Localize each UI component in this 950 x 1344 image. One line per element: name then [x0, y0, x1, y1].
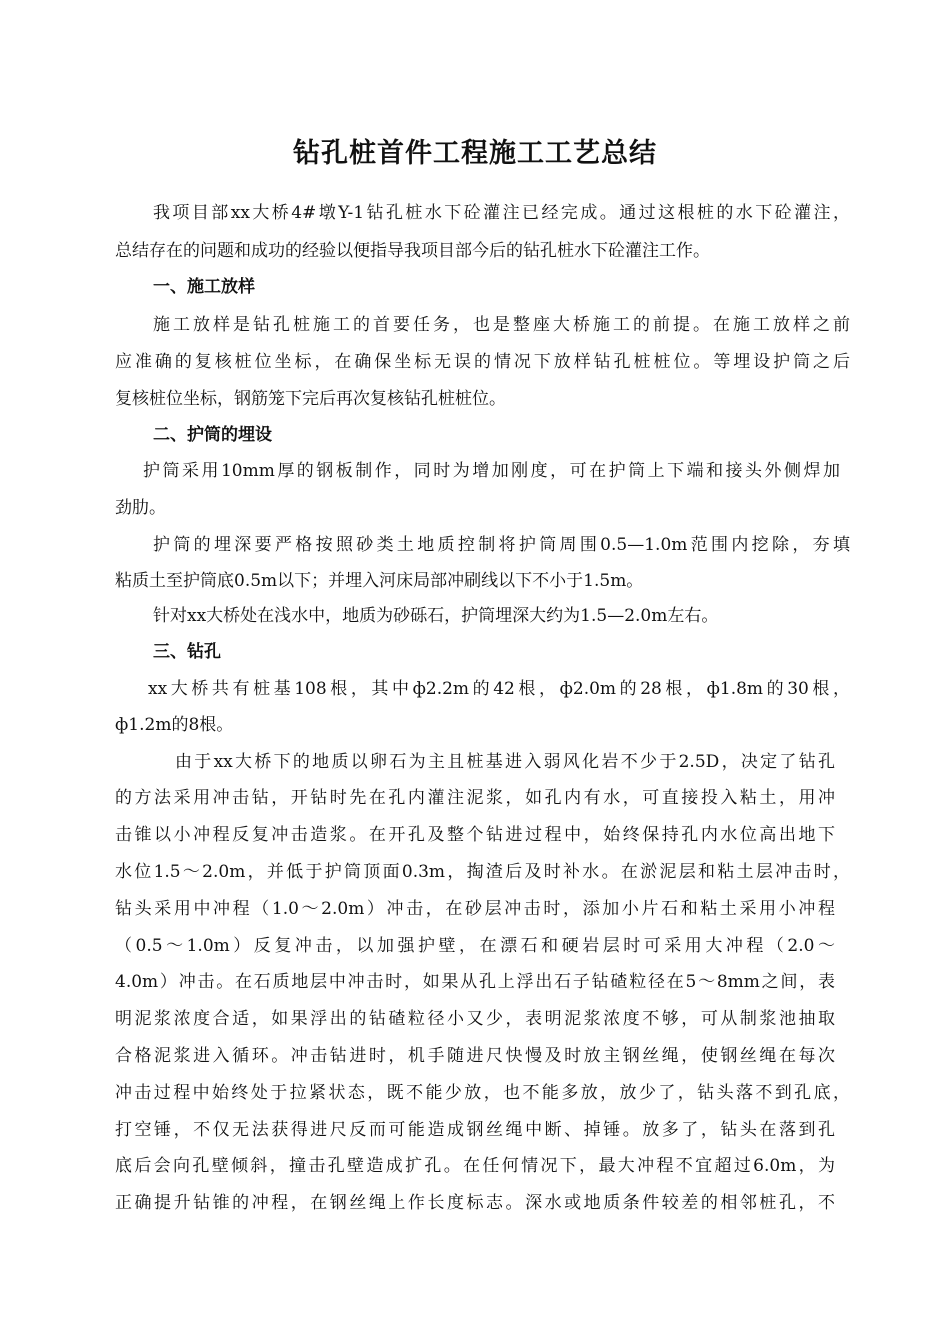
paragraph-line: 复核桩位坐标，钢筋笼下完后再次复核钻孔桩桩位。 — [115, 389, 506, 409]
section-heading: 三、钻孔 — [153, 642, 221, 662]
paragraph-line: （0.5～1.0m）反复冲击，以加强护壁，在漂石和硬岩层时可采用大冲程（2.0～ — [115, 936, 835, 956]
paragraph-line: 水位1.5～2.0m，并低于护筒顶面0.3m，掏渣后及时补水。在淤泥层和粘土层冲击时， — [115, 862, 850, 882]
paragraph-line: 劲肋。 — [115, 498, 166, 518]
paragraph-line: 护筒采用10mm厚的钢板制作，同时为增加刚度，可在护筒上下端和接头外侧焊加 — [143, 461, 840, 481]
paragraph-line: 总结存在的问题和成功的经验以便指导我项目部今后的钻孔桩水下砼灌注工作。 — [115, 241, 710, 261]
document-title: 钻孔桩首件工程施工工艺总结 — [293, 138, 657, 169]
paragraph-line: 的方法采用冲击钻，开钻时先在孔内灌注泥浆，如孔内有水，可直接投入粘土，用冲 — [115, 788, 835, 808]
paragraph-line: 明泥浆浓度合适，如果浮出的钻碴粒径小又少，表明泥浆浓度不够，可从制浆池抽取 — [115, 1009, 835, 1029]
paragraph-line: 护筒的埋深要严格按照砂类土地质控制将护筒周围0.5—1.0m范围内挖除，夯填 — [153, 535, 850, 555]
paragraph-line: 粘质土至护筒底0.5m以下；并埋入河床局部冲刷线以下不小于1.5m。 — [115, 571, 644, 591]
paragraph-line: ф1.2m的8根。 — [115, 715, 234, 735]
paragraph-line: 冲击过程中始终处于拉紧状态，既不能少放，也不能多放，放少了，钻头落不到孔底， — [115, 1083, 850, 1103]
paragraph-line: 底后会向孔壁倾斜，撞击孔壁造成扩孔。在任何情况下，最大冲程不宜超过6.0m，为 — [115, 1156, 835, 1176]
paragraph-line: 由于xx大桥下的地质以卵石为主且桩基进入弱风化岩不少于2.5D，决定了钻孔 — [175, 752, 835, 772]
paragraph-line: 击锥以小冲程反复冲击造浆。在开孔及整个钻进过程中，始终保持孔内水位高出地下 — [115, 825, 835, 845]
paragraph-line: 钻头采用中冲程（1.0～2.0m）冲击，在砂层冲击时，添加小片石和粘土采用小冲程 — [115, 899, 835, 919]
paragraph-line: 我项目部xx大桥4#墩Y-1钻孔桩水下砼灌注已经完成。通过这根桩的水下砼灌注， — [153, 203, 850, 223]
paragraph-line: xx大桥共有桩基108根，其中ф2.2m的42根，ф2.0m的28根，ф1.8m的30根， — [148, 679, 850, 699]
paragraph-line: 正确提升钻锥的冲程，在钢丝绳上作长度标志。深水或地质条件较差的相邻桩孔，不 — [115, 1193, 835, 1213]
paragraph-line: 应准确的复核桩位坐标，在确保坐标无误的情况下放样钻孔桩桩位。等埋设护筒之后 — [115, 352, 850, 372]
paragraph-line: 打空锤，不仅无法获得进尺反而可能造成钢丝绳中断、掉锤。放多了，钻头在落到孔 — [115, 1120, 835, 1140]
section-heading: 二、护筒的埋设 — [153, 425, 272, 445]
paragraph-line: 合格泥浆进入循环。冲击钻进时，机手随进尺快慢及时放主钢丝绳，使钢丝绳在每次 — [115, 1046, 835, 1066]
section-heading: 一、施工放样 — [153, 277, 255, 297]
paragraph-line: 4.0m）冲击。在石质地层中冲击时，如果从孔上浮出石子钻碴粒径在5～8mm之间，表 — [115, 972, 835, 992]
paragraph-line: 施工放样是钻孔桩施工的首要任务，也是整座大桥施工的前提。在施工放样之前 — [153, 315, 850, 335]
paragraph-line: 针对xx大桥处在浅水中，地质为砂砾石，护筒埋深大约为1.5—2.0m左右。 — [153, 606, 719, 626]
